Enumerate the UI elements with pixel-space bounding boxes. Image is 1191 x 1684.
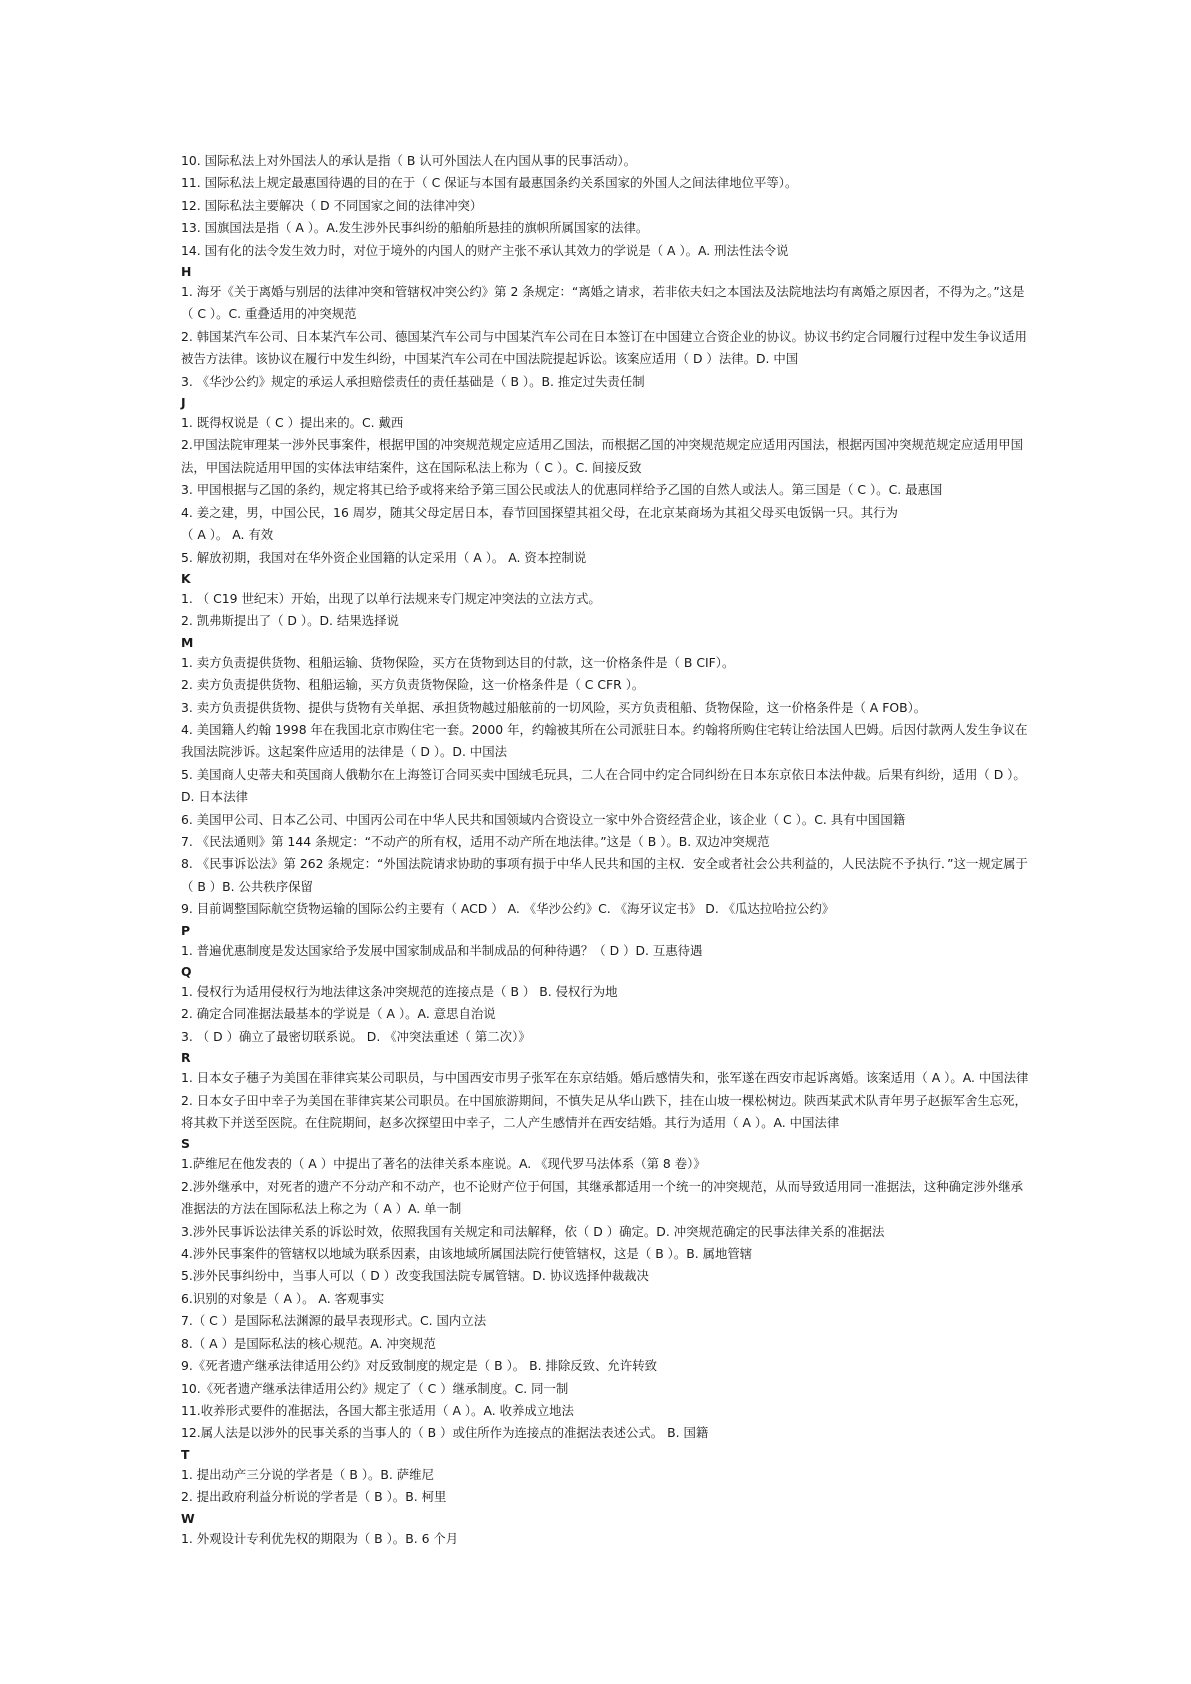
question-line: 6. 美国甲公司、日本乙公司、中国丙公司在中华人民共和国领域内合资设立一家中外合资经营企业，该企业（ C ）。C. 具有中国国籍 <box>181 811 906 827</box>
question-line: 2. 凯弗斯提出了（ D ）。D. 结果选择说 <box>181 613 399 629</box>
section-letter-heading: S <box>181 1136 190 1152</box>
section-letter-heading: P <box>181 922 191 938</box>
question-line: 1. 日本女子穗子为美国在菲律宾某公司职员，与中国西安市男子张军在东京结婚。婚后感情失和，张军遂在西安市起诉离婚。该案适用（ A ）。A. 中国法律 <box>181 1070 1029 1086</box>
question-line: 5. 美国商人史蒂夫和英国商人俄勒尔在上海签订合同买卖中国绒毛玩具，二人在合同中约定合同纠纷在日本东京依日本法仲裁。后果有纠纷，适用（ D ）。 D. 日本法律 <box>181 766 1026 805</box>
question-line: 10. 国际私法上对外国法人的承认是指（ B 认可外国法人在内国从事的民事活动）。 <box>181 153 637 168</box>
question-line: 2. 韩国某汽车公司、日本某汽车公司、德国某汽车公司与中国某汽车公司在日本签订在中国建立合资企业的协议。协议书约定合同履行过程中发生争议适用被告方法律。该协议在履行中发生纠纷，中国某汽车公司在中国法院提起诉讼。该案应适用（ D ）法律。D. 中国 <box>181 328 1027 367</box>
question-line: 11. 国际私法上规定最惠国待遇的目的在于（ C 保证与本国有最惠国条约关系国家的外国人之间法律地位平等）。 <box>181 175 798 191</box>
section-letter-heading: Q <box>181 964 192 979</box>
section-letter-heading: H <box>181 264 192 280</box>
question-line: 4.涉外民事案件的管辖权以地域为联系因素，由该地域所属国法院行使管辖权，这是（ B ）。B. 属地管辖 <box>181 1246 753 1262</box>
question-line: 1. （ C19 世纪末）开始，出现了以单行法规来专门规定冲突法的立法方式。 <box>181 590 601 606</box>
section-letter-heading: T <box>181 1446 190 1462</box>
question-line: 2. 提出政府利益分析说的学者是（ B ）。B. 柯里 <box>181 1489 447 1505</box>
question-line: 1. 卖方负责提供货物、租船运输、货物保险，买方在货物到达目的付款，这一价格条件是（ B CIF）。 <box>181 654 735 670</box>
question-line: 3. （ D ）确立了最密切联系说。 D. 《冲突法重述（ 第二次）》 <box>181 1028 531 1044</box>
section-letter-heading: K <box>181 570 191 586</box>
question-line: 2.甲国法院审理某一涉外民事案件，根据甲国的冲突规范规定应适用乙国法，而根据乙国的冲突规范规定应适用丙国法，根据丙国冲突规范规定应适用甲国法，甲国法院适用甲国的实体法审结案件，这在国际私法上称为（ C ）。C. 间接反致 <box>181 437 1023 475</box>
question-line: 3. 卖方负责提供货物、提供与货物有关单据、承担货物越过船舷前的一切风险，买方负责租船、货物保险，这一价格条件是（ A FOB）。 <box>181 699 927 715</box>
question-line: 12. 国际私法主要解决（ D 不同国家之间的法律冲突） <box>181 197 483 213</box>
question-line: 1. 侵权行为适用侵权行为地法律这条冲突规范的连接点是（ B ） B. 侵权行为地 <box>181 984 618 999</box>
question-line: 7. 《民法通则》第 144 条规定：“不动产的所有权，适用不动产所在地法律。”这是（ B ）。B. 双边冲突规范 <box>181 833 770 849</box>
question-line: 9.《死者遗产继承法律适用公约》对反致制度的规定是（ B ）。 B. 排除反致、允许转致 <box>181 1358 657 1374</box>
question-line: 8.（ A ）是国际私法的核心规范。A. 冲突规范 <box>181 1335 436 1351</box>
section-letter-heading: R <box>181 1050 191 1066</box>
document-body <box>181 150 1031 1550</box>
question-line: 1. 外观设计专利优先权的期限为（ B ）。B. 6 个月 <box>181 1530 459 1546</box>
question-line: 14. 国有化的法令发生效力时，对位于境外的内国人的财产主张不承认其效力的学说是（ A ）。A. 刑法性法令说 <box>181 242 789 258</box>
question-line: 12.属人法是以涉外的民事关系的当事人的（ B ）或住所作为连接点的准据法表述公式。 B. 国籍 <box>181 1425 709 1441</box>
question-line: 11.收养形式要件的准据法，各国大都主张适用（ A ）。A. 收养成立地法 <box>181 1402 574 1418</box>
question-line: 2. 卖方负责提供货物、租船运输，买方负责货物保险，这一价格条件是（ C CFR ）。 <box>181 677 645 693</box>
question-line: 1.萨维尼在他发表的（ A ）中提出了著名的法律关系本座说。A. 《现代罗马法体系（第 8 卷）》 <box>181 1156 706 1172</box>
question-line: 7.（ C ）是国际私法渊源的最早表现形式。C. 国内立法 <box>181 1313 487 1329</box>
question-line: 3.涉外民事诉讼法律关系的诉讼时效，依照我国有关规定和司法解释，依（ D ）确定。D. 冲突规范确定的民事法律关系的准据法 <box>181 1223 885 1239</box>
section-letter-heading: W <box>181 1510 195 1526</box>
question-line: 2. 日本女子田中幸子为美国在菲律宾某公司职员。在中国旅游期间，不慎失足从华山跌下，挂在山坡一棵松树边。陕西某武术队青年男子赵振军舍生忘死，将其救下并送至医院。在住院期间，赵多次探望田中幸子，二人产生感情并在西安结婚。其行为适用（ A ）。A. 中国法律 <box>181 1092 1027 1131</box>
question-line: 1. 普遍优惠制度是发达国家给予发展中国家制成品和半制成品的何种待遇？（ D ）D. 互惠待遇 <box>181 942 703 958</box>
section-letter-heading: M <box>181 634 194 650</box>
section-letter-heading: J <box>181 395 186 411</box>
question-line: （ A ）。 A. 有效 <box>181 527 274 543</box>
question-line: 1. 提出动产三分说的学者是（ B ）。B. 萨维尼 <box>181 1466 434 1482</box>
question-line: 5.涉外民事纠纷中，当事人可以（ D ）改变我国法院专属管辖。D. 协议选择仲裁裁决 <box>181 1268 649 1284</box>
question-line: 13. 国旗国法是指（ A ）。A.发生涉外民事纠纷的船舶所悬挂的旗帜所属国家的法律。 <box>181 220 649 236</box>
question-line: 3. 甲国根据与乙国的条约，规定将其已给予或将来给予第三国公民或法人的优惠同样给予乙国的自然人或法人。第三国是（ C ）。C. 最惠国 <box>181 482 943 498</box>
question-line: 1. 既得权说是（ C ）提出来的。C. 戴西 <box>181 415 404 431</box>
question-line: 5. 解放初期，我国对在华外资企业国籍的认定采用（ A ）。 A. 资本控制说 <box>181 549 587 565</box>
question-line: 4. 姜之建，男，中国公民，16 周岁，随其父母定居日本，春节回国探望其祖父母，在北京某商场为其祖父母买电饭锅一只。其行为 <box>181 504 898 520</box>
question-line: 3. 《华沙公约》规定的承运人承担赔偿责任的责任基础是（ B ）。B. 推定过失责任制 <box>181 373 645 389</box>
question-line: 6.识别的对象是（ A ）。 A. 客观事实 <box>181 1290 385 1306</box>
question-line: 9. 目前调整国际航空货物运输的国际公约主要有（ ACD ） A. 《华沙公约》C. 《海牙议定书》 D. 《瓜达拉哈拉公约》 <box>181 901 835 917</box>
question-line: 2. 确定合同准据法最基本的学说是（ A ）。A. 意思自治说 <box>181 1006 496 1022</box>
question-line: 4. 美国籍人约翰 1998 年在我国北京市购住宅一套。2000 年，约翰被其所在公司派驻日本。约翰将所购住宅转让给法国人巴姆。后因付款两人发生争议在我国法院涉诉。这起案件应适用的法律是（ D ）。D. 中国法 <box>181 721 1028 760</box>
question-line: 8. 《民事诉讼法》第 262 条规定：“外国法院请求协助的事项有损于中华人民共和国的主权．安全或者社会公共利益的，人民法院不予执行．”这一规定属于（ B ）B. 公共秩序保留 <box>181 856 1028 894</box>
question-line: 10.《死者遗产继承法律适用公约》规定了（ C ）继承制度。C. 同一制 <box>181 1380 569 1396</box>
question-line: 1. 海牙《关于离婚与别居的法律冲突和管辖权冲突公约》第 2 条规定：“离婚之请求，若非依夫妇之本国法及法院地法均有离婚之原因者，不得为之。”这是（ C ）。C. 重叠适用的冲突规范 <box>181 284 1025 322</box>
question-line: 2.涉外继承中，对死者的遗产不分动产和不动产，也不论财产位于何国，其继承都适用一个统一的冲突规范，从而导致适用同一准据法，这种确定涉外继承准据法的方法在国际私法上称之为（ A ）A. 单一制 <box>181 1178 1023 1217</box>
